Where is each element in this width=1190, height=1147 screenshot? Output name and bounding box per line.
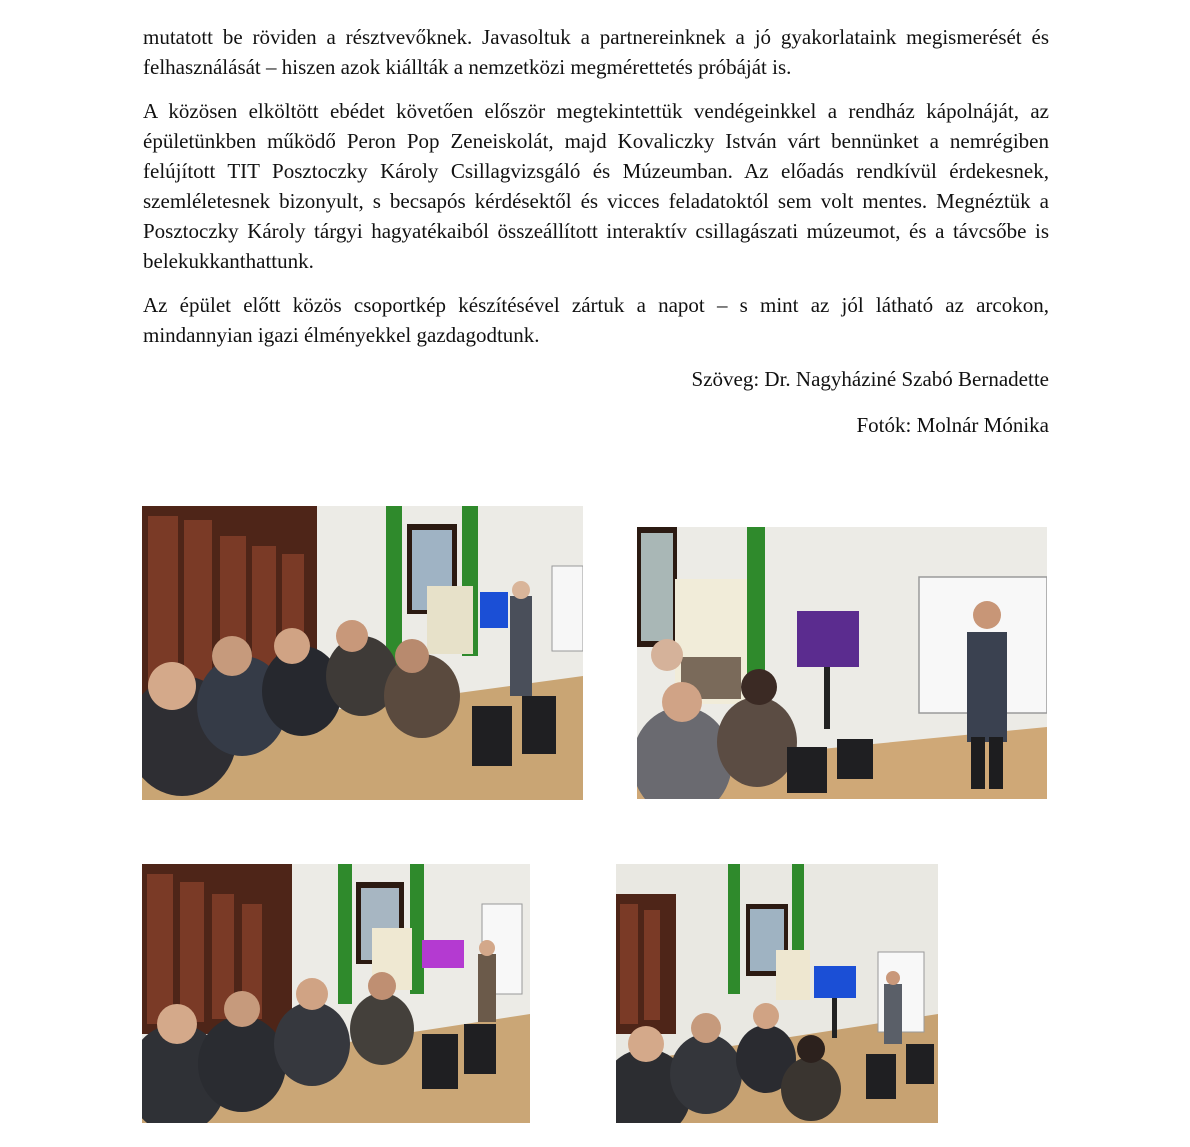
photo-presenter-whiteboard — [637, 527, 1047, 799]
paragraph-2: A közösen elköltött ebédet követően először megtekintettük vendégeinkkel a rendház kápolnáját, az épületünkben működő Peron Pop Zeneiskolát, majd Kovaliczky István várt bennünket a nemrégiben felújított TIT Posztoczky Károly Csillagvizsgáló és Múzeumban. Az előadás rendkívül érdekesnek, szemléletesnek bizonyult, s becsapós kérdésektől és vicces feladatoktól sem volt mentes. Megnéztük a Posztoczky Károly tárgyi hagyatékaiból összeállított interaktív csillagászati múzeumot, és a távcsőbe is belekukkanthattunk. — [143, 99, 1049, 273]
photo-classroom-presentation — [142, 506, 583, 800]
photo-credit: Fotók: Molnár Mónika — [856, 413, 1049, 437]
photo-3-image — [142, 864, 530, 1123]
photo-2-image — [637, 527, 1047, 799]
article-text — [143, 22, 1049, 440]
paragraph-3: Az épület előtt közös csoportkép készítésével zártuk a napot – s mint az jól látható az arcokon, mindannyian igazi élményekkel gazdagodtunk. — [143, 293, 1049, 347]
text-credit: Szöveg: Dr. Nagyháziné Szabó Bernadette — [691, 367, 1049, 391]
photo-4-image — [616, 864, 938, 1123]
photo-1-image — [142, 506, 583, 800]
photo-room-overview — [616, 864, 938, 1123]
photo-audience-speaker — [142, 864, 530, 1123]
paragraph-1: mutatott be röviden a résztvevőknek. Javasoltuk a partnereinknek a jó gyakorlataink megismerését és felhasználását – hiszen azok kiállták a nemzetközi megmérettetés próbáját is. — [143, 25, 1049, 79]
